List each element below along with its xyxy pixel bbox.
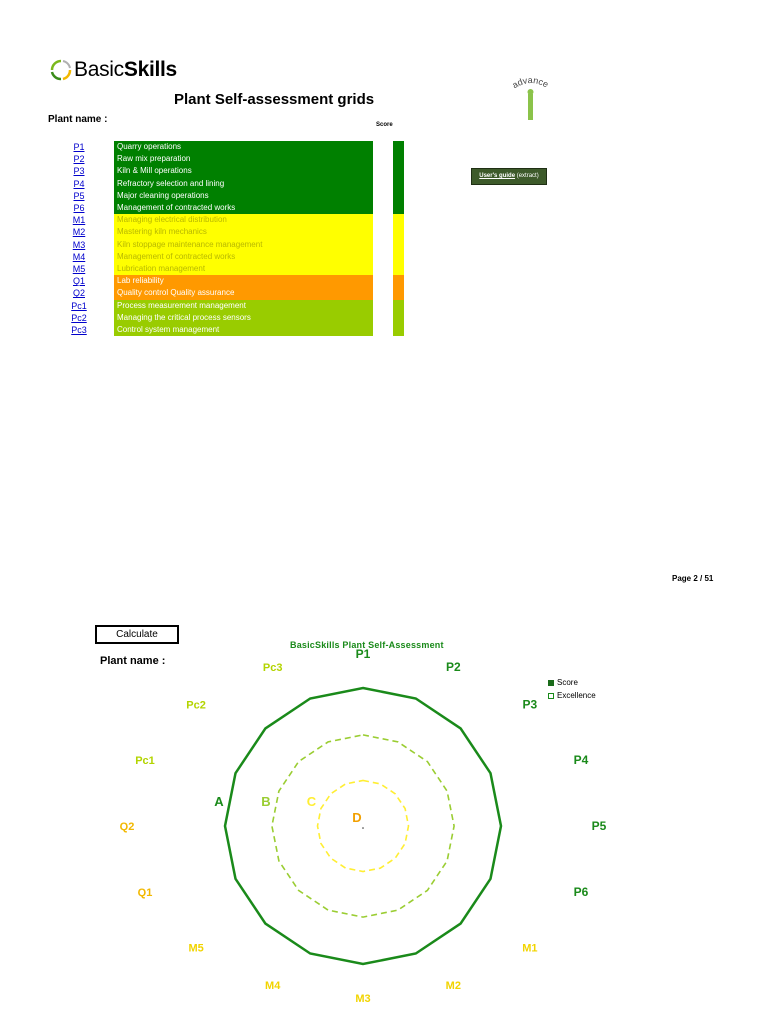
users-guide-button[interactable]: User's guide (extract) [471,168,547,185]
grid-link-pc3[interactable]: Pc3 [71,325,87,335]
chart-title: BasicSkills Plant Self-Assessment [290,640,444,650]
grid-link-p1[interactable]: P1 [73,142,85,152]
radar-level-label: C [306,794,317,809]
grid-row-label: Management of contracted works [114,251,373,263]
grid-link-p4[interactable]: P4 [73,178,85,189]
radar-axis-label: Pc1 [135,755,155,768]
grid-link-pc1[interactable]: Pc1 [71,300,87,311]
radar-level-label: A [214,794,224,809]
radar-axis-label: P4 [573,753,589,768]
grid-row-label: Lab reliability [114,275,373,287]
radar-axis-label: Q1 [137,886,153,899]
radar-center-dot [362,827,364,829]
radar-axis-label: P6 [573,884,589,899]
grid-row-label: Raw mix preparation [114,153,373,165]
radar-level-c [318,781,409,872]
radar-axis-label: P1 [355,647,371,661]
radar-axis-label: P2 [445,660,461,675]
grid-row-label: Mastering kiln mechanics [114,226,373,238]
grid-link-p2[interactable]: P2 [73,154,85,165]
grid-row-label: Kiln stoppage maintenance management [114,239,373,251]
grid-link-m4[interactable]: M4 [72,251,86,262]
plant-name-label: Plant name : [48,114,108,125]
grid-row-label: Quality control Quality assurance [114,287,373,299]
radar-level-a [225,688,501,964]
radar-level-b [272,735,454,917]
radar-axis-label: Pc3 [262,662,283,675]
grid-row-label: Quarry operations [114,141,373,153]
grid-link-p5[interactable]: P5 [73,190,85,201]
grid-row-label: Major cleaning operations [114,190,373,202]
chart-plant-name-label: Plant name : [100,655,166,667]
radar-axis-label: Pc2 [186,699,206,712]
legend-item-score: Score [548,676,596,689]
grid-link-p6[interactable]: P6 [73,203,85,213]
grid-link-pc2[interactable]: Pc2 [71,312,87,323]
grid-link-m1[interactable]: M1 [72,215,86,226]
score-column-header: Score [376,122,393,128]
grid-row-label: Control system management [114,324,373,336]
grid-link-m3[interactable]: M3 [72,239,86,250]
radar-center-label: D [352,810,362,825]
grid-row-label: Lubrication management [114,263,373,275]
radar-axis-label: P5 [591,819,607,833]
radar-axis-label: M4 [265,979,281,992]
legend-item-excellence: Excellence [548,689,596,702]
grid-link-m5[interactable]: M5 [72,264,86,274]
page-number: Page 2 / 51 [672,574,714,583]
radar-axis-label: M5 [188,942,204,955]
radar-axis-label: M1 [522,942,538,955]
grid-row-label: Process measurement management [114,300,373,312]
page-title: Plant Self-assessment grids [174,91,375,108]
radar-axis-label: Q2 [119,821,135,833]
svg-text:advance: advance [510,74,551,91]
calculate-button[interactable]: Calculate [95,625,179,644]
grid-link-p3[interactable]: P3 [73,166,85,177]
grid-link-m2[interactable]: M2 [72,227,86,238]
grid-row-label: Management of contracted works [114,202,373,214]
grid-row-label: Refractory selection and lining [114,178,373,190]
radar-axis-label: P3 [522,697,538,712]
radar-axis-label: M3 [355,993,371,1005]
logo-text: BasicSkills [74,58,177,81]
grid-link-q1[interactable]: Q1 [72,276,85,287]
radar-level-label: B [261,794,271,809]
grid-link-q2[interactable]: Q2 [72,288,85,299]
grid-row-label: Managing the critical process sensors [114,312,373,324]
radar-axis-label: M2 [445,979,461,992]
grid-row-label: Managing electrical distribution [114,214,373,226]
grid-row-label: Kiln & Mill operations [114,165,373,177]
